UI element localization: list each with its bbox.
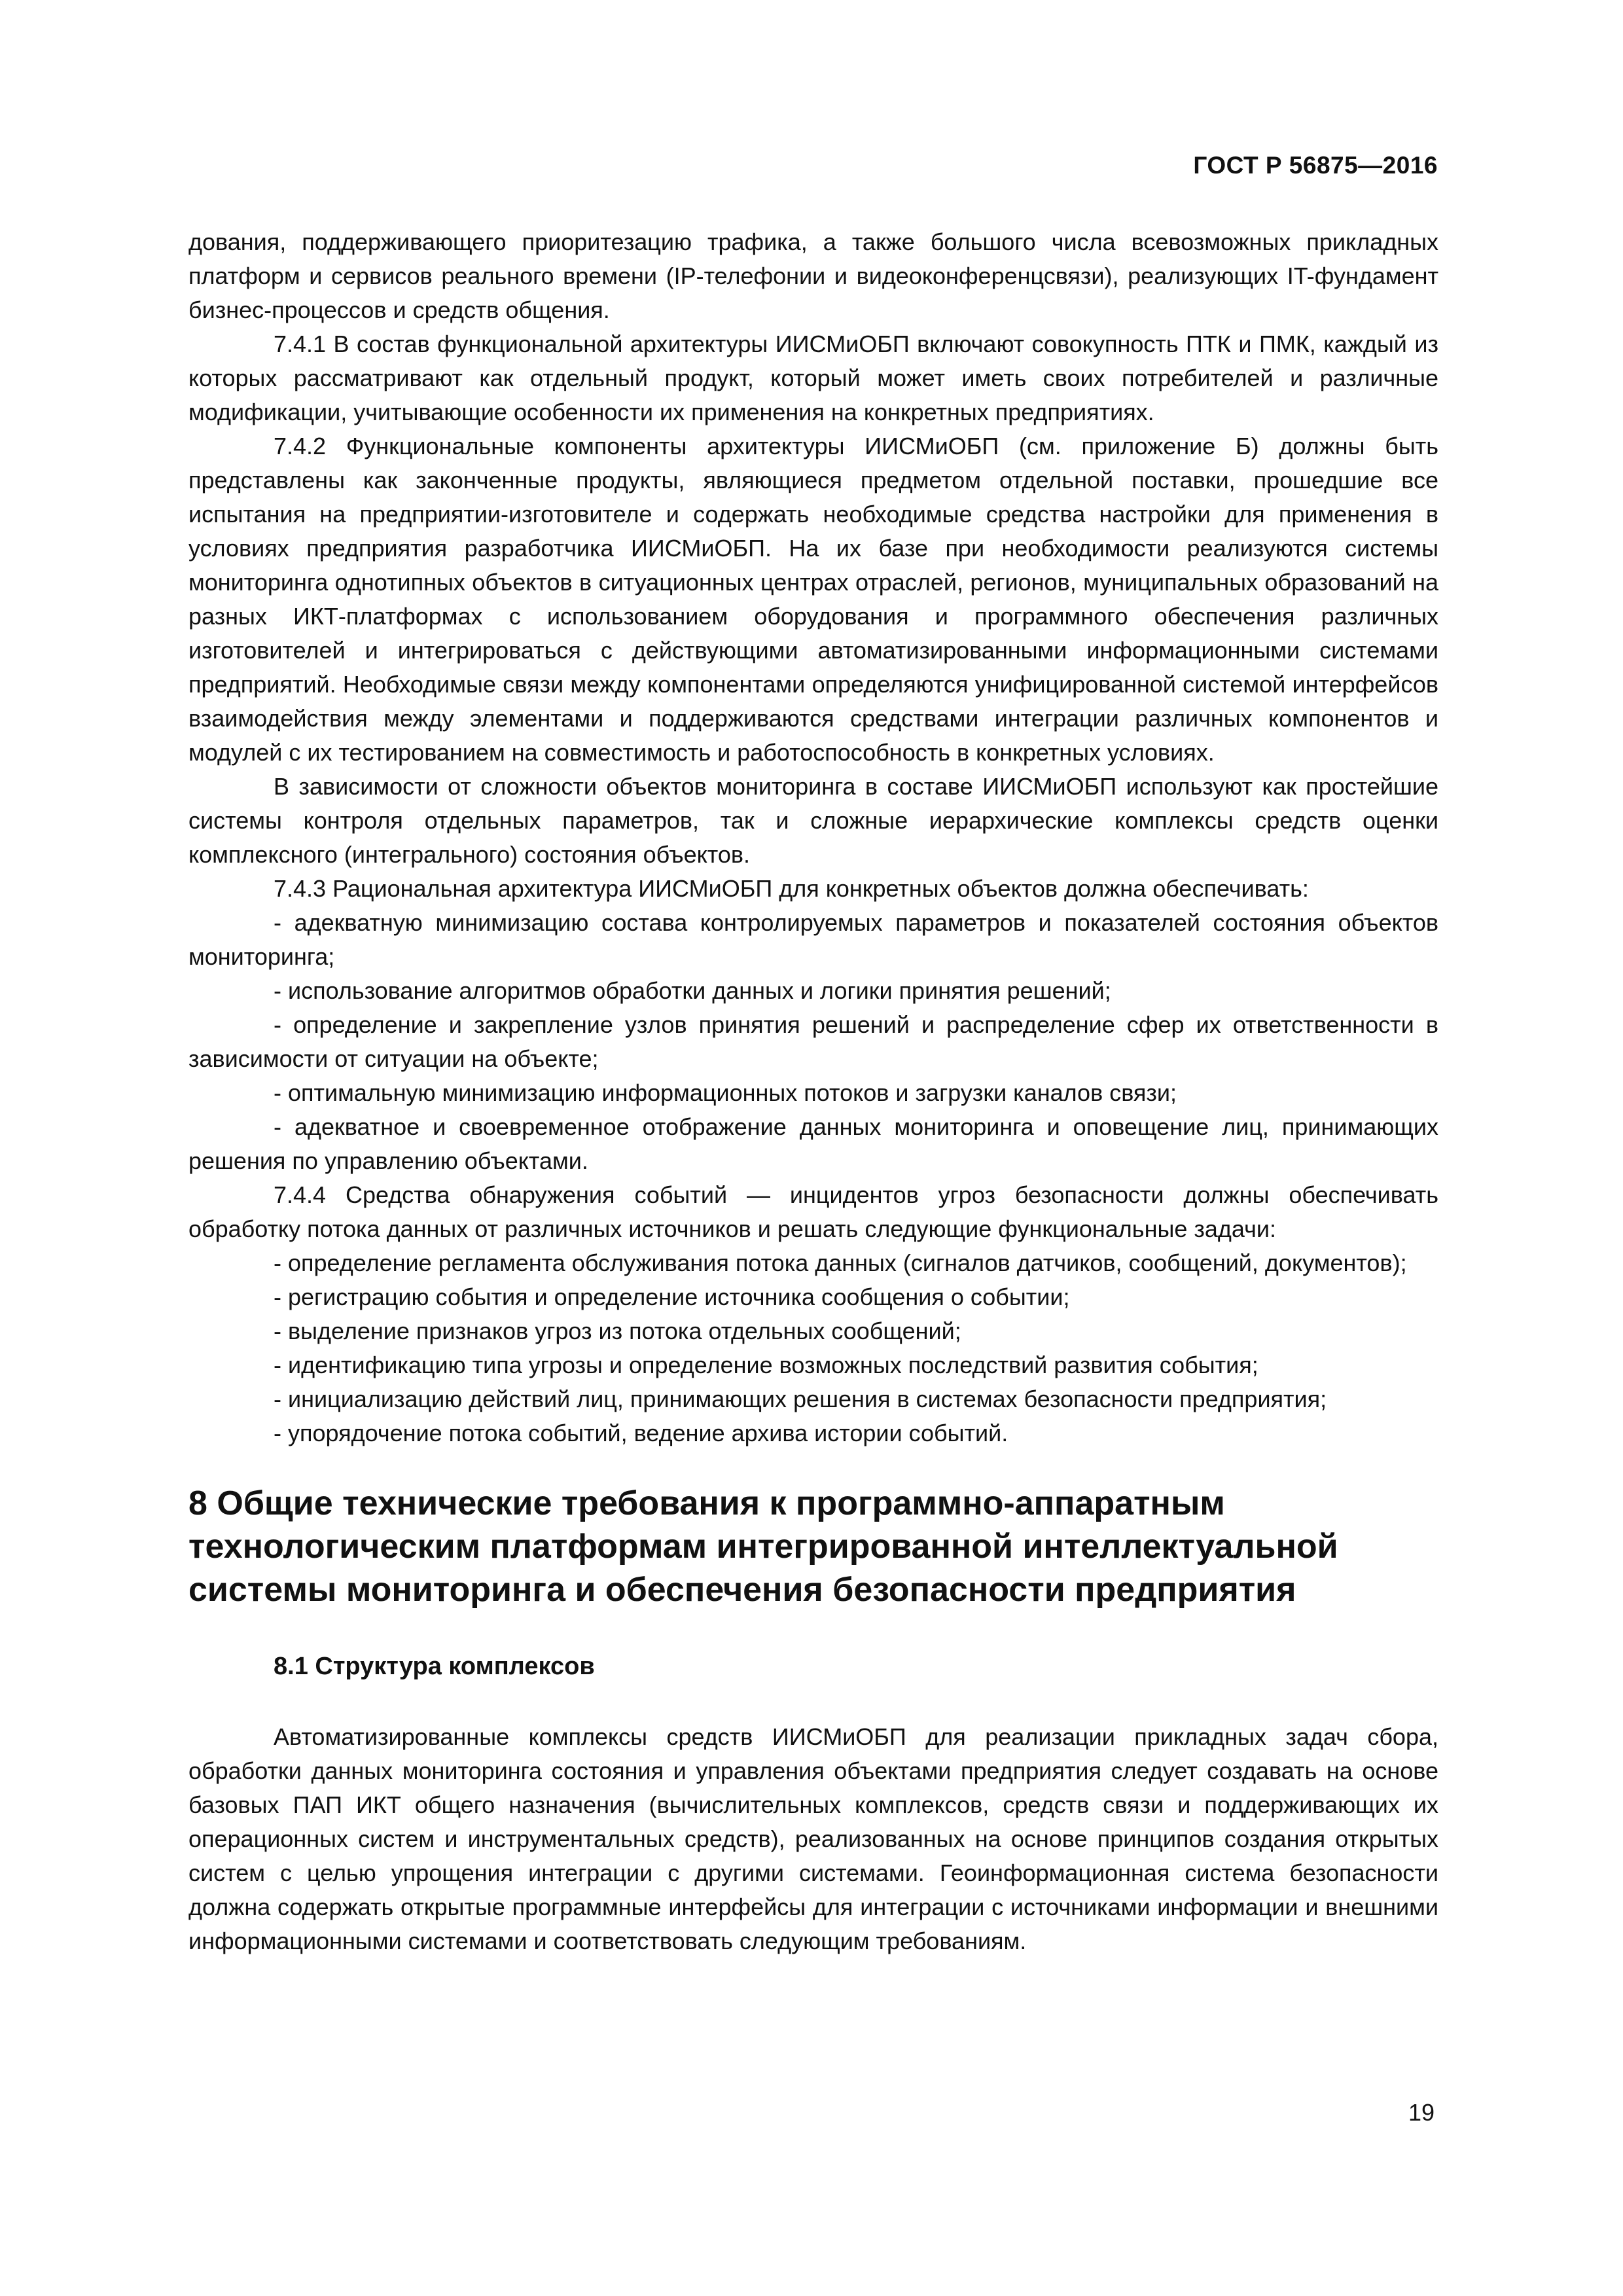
list-item: - определение и закрепление узлов принятия решений и распределение сфер их ответственности в зависимости от ситуации на объекте; (188, 1011, 1438, 1072)
paragraph-8-1: Автоматизированные комплексы средств ИИСМиОБП для реализации прикладных задач сбора, обработки данных мониторинга состояния и управления объектами предприятия следует создавать на основе базовых ПАП ИКТ общего назначения (вычислительных комплексов, средств связи и поддерживающих их операционных систем и инструментальных средств), реализованных на основе принципов создания открытых систем с целью упрощения интеграции с другими системами. Геоинформационная система безопасности должна содержать открытые программные интерфейсы для интеграции с источниками информации и внешними информационными системами и соответствовать следующим требованиям. (188, 1723, 1438, 1954)
list-item: - выделение признаков угроз из потока отдельных сообщений; (274, 1318, 961, 1344)
list-item: - инициализацию действий лиц, принимающих решения в системах безопасности предприятия; (274, 1386, 1327, 1412)
paragraph-intro: дования, поддерживающего приоритезацию трафика, а также большого числа всевозможных прикладных платформ и сервисов реального времени (IP-телефонии и видеоконференцсвязи), реализующих IT-фундамент бизнес-процессов и средств общения. (188, 228, 1438, 323)
list-item: - упорядочение потока событий, ведение архива истории событий. (274, 1420, 1008, 1446)
list-item: - адекватную минимизацию состава контролируемых параметров и показателей состояния объектов мониторинга; (188, 909, 1438, 970)
list-item: - оптимальную минимизацию информационных потоков и загрузки каналов связи; (274, 1079, 1177, 1106)
paragraph-7-4-3: 7.4.3 Рациональная архитектура ИИСМиОБП для конкретных объектов должна обеспечивать: (274, 875, 1309, 902)
standard-header: ГОСТ Р 56875—2016 (1193, 152, 1438, 179)
list-item: - адекватное и своевременное отображение данных мониторинга и оповещение лиц, принимающих решения по управлению объектами. (188, 1113, 1438, 1174)
paragraph-dependency: В зависимости от сложности объектов мониторинга в составе ИИСМиОБП используют как простейшие системы контроля отдельных параметров, так и сложные иерархические комплексы средств оценки комплексного (интегрального) состояния объектов. (188, 773, 1438, 868)
document-body (188, 225, 1438, 1958)
list-item: - определение регламента обслуживания потока данных (сигналов датчиков, сообщений, документов); (274, 1249, 1407, 1276)
list-item: - регистрацию события и определение источника сообщения о событии; (274, 1283, 1070, 1310)
paragraph-7-4-1: 7.4.1 В состав функциональной архитектуры ИИСМиОБП включают совокупность ПТК и ПМК, каждый из которых рассматривают как отдельный продукт, который может иметь своих потребителей и различные модификации, учитывающие особенности их применения на конкретных предприятиях. (188, 331, 1438, 425)
paragraph-7-4-2: 7.4.2 Функциональные компоненты архитектуры ИИСМиОБП (см. приложение Б) должны быть представлены как законченные продукты, являющиеся предметом отдельной поставки, прошедшие все испытания на предприятии-изготовителе и содержать необходимые средства настройки для применения в условиях предприятия разработчика ИИСМиОБП. На их базе при необходимости реализуются системы мониторинга однотипных объектов в ситуационных центрах отраслей, регионов, муниципальных образований на разных ИКТ-платформах с использованием оборудования и программного обеспечения различных изготовителей и интегрироваться с действующими автоматизированными информационными системами предприятий. Необходимые связи между компонентами определяются унифицированной системой интерфейсов взаимодействия между элементами и поддерживаются средствами интеграции различных компонентов и модулей с их тестированием на совместимость и работоспособность в конкретных условиях. (188, 433, 1438, 766)
paragraph-7-4-4: 7.4.4 Средства обнаружения событий — инцидентов угроз безопасности должны обеспечивать обработку потока данных от различных источников и решать следующие функциональные задачи: (188, 1181, 1438, 1242)
page-number: 19 (1408, 2099, 1435, 2126)
list-item: - идентификацию типа угрозы и определение возможных последствий развития события; (274, 1352, 1258, 1378)
section-8-1-heading: 8.1 Структура комплексов (274, 1653, 595, 1680)
list-item: - использование алгоритмов обработки данных и логики принятия решений; (274, 977, 1111, 1004)
section-8-heading: 8 Общие технические требования к программно-аппаратным технологическим платформам интегрированной интеллектуальной системы мониторинга и обеспечения безопасности предприятия (188, 1484, 1338, 1609)
